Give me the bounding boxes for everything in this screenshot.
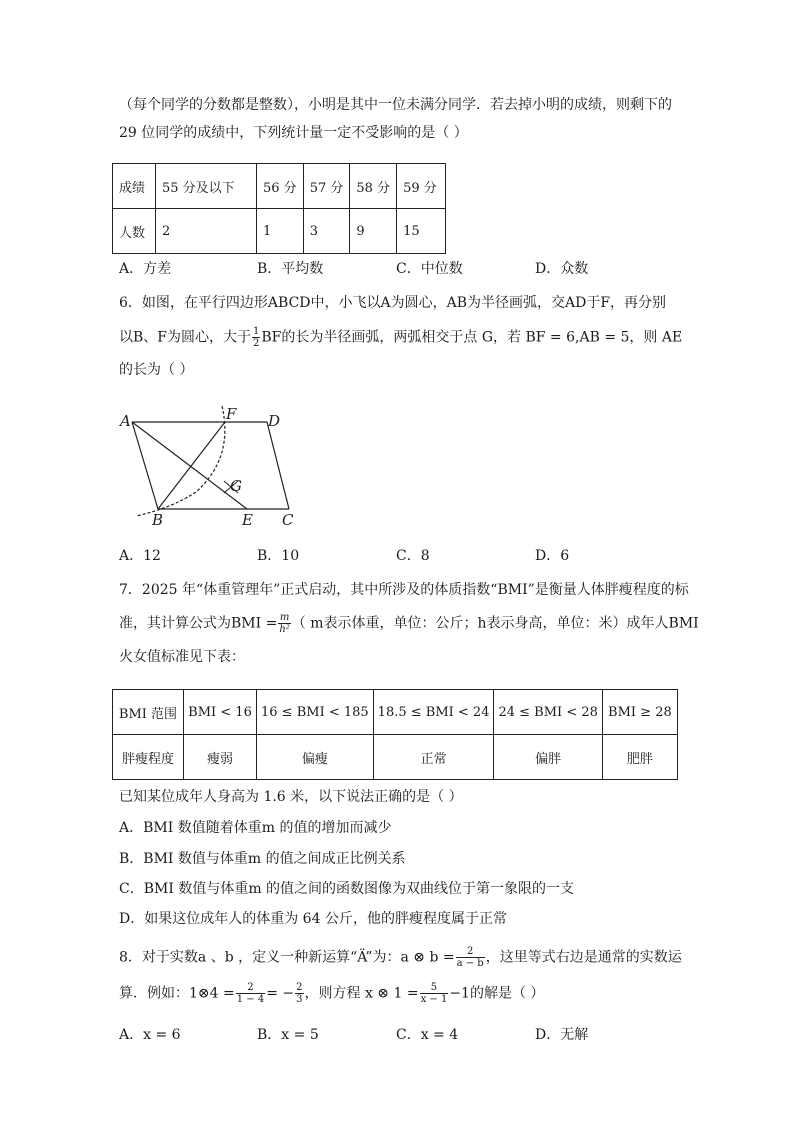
table-cell: 人数 xyxy=(113,209,156,254)
q8-example-fraction xyxy=(236,982,265,1005)
fraction-denominator: 1 − 4 xyxy=(236,994,265,1005)
table-cell: 偏瘦 xyxy=(257,735,374,780)
fraction-denominator: 3 xyxy=(296,994,303,1005)
label-b: B xyxy=(152,511,164,529)
label-f: F xyxy=(226,405,237,423)
q7-line-2-post: （ m表示体重，单位：公斤；h表示身高，单位：米）成年人BMI xyxy=(291,615,699,632)
q5-option-a[interactable]: A．方差 xyxy=(119,261,172,277)
q7-option-c[interactable]: C．BMI 数值与体重m 的值之间的函数图像为双曲线位于第一象限的一支 xyxy=(119,881,575,897)
table-cell: 15 xyxy=(397,209,446,254)
table-cell: BMI 范围 xyxy=(113,690,184,735)
q6-line-2 xyxy=(119,326,682,349)
q7-line-2 xyxy=(119,612,699,635)
label-c: C xyxy=(282,511,294,529)
q6-line-2-post: BF的长为半径画弧，两弧相交于点 G，若 BF = 6,AB = 5，则 AE xyxy=(261,329,683,346)
fraction-numerator: 2 xyxy=(296,982,303,993)
table-cell: 偏胖 xyxy=(494,735,602,780)
fraction-denominator: a − b xyxy=(456,958,484,969)
q5-line-2: 29 位同学的成绩中，下列统计量一定不受影响的是（ ） xyxy=(119,125,468,141)
q8-line-1-pre: 8．对于实数a 、b ，定义一种新运算“Ä”为：a ⊗ b = xyxy=(119,949,455,966)
table-cell: 9 xyxy=(350,209,397,254)
segment-bf xyxy=(158,422,225,509)
table-cell: 肥胖 xyxy=(602,735,677,780)
table-cell: 24 ≤ BMI < 28 xyxy=(494,690,602,735)
q6-line-2-pre: 以B、F为圆心，大于 xyxy=(119,329,252,346)
fraction-numerator: 1 xyxy=(253,326,260,337)
table-cell: 55 分及以下 xyxy=(156,164,257,209)
table-cell: 56 分 xyxy=(257,164,304,209)
table-cell: 正常 xyxy=(373,735,494,780)
fraction-numerator: 2 xyxy=(236,982,265,994)
table-row xyxy=(113,690,678,735)
q8-option-a[interactable]: A．x = 6 xyxy=(119,1027,181,1043)
q8-option-c[interactable]: C．x = 4 xyxy=(396,1027,459,1043)
q8-line-2-c: ，则方程 x ⊗ 1 = xyxy=(304,985,419,1002)
q8-line-1-post: ，这里等式右边是通常的实数运 xyxy=(485,949,682,966)
q5-options xyxy=(119,259,679,279)
q6-option-b[interactable]: B．10 xyxy=(257,548,300,564)
table-cell: 成绩 xyxy=(113,164,156,209)
table-cell: 57 分 xyxy=(303,164,350,209)
parallelogram-figure xyxy=(112,398,312,530)
q8-line-2 xyxy=(119,982,544,1005)
table-row xyxy=(113,164,446,209)
table-cell: 1 xyxy=(257,209,304,254)
q6-options xyxy=(119,546,679,566)
q5-line-1: （每个同学的分数都是整数），小明是其中一位未满分同学．若去掉小明的成绩，则剩下的 xyxy=(119,97,672,113)
table-cell: 18.5 ≤ BMI < 24 xyxy=(373,690,494,735)
table-cell: 3 xyxy=(303,209,350,254)
bmi-table xyxy=(112,689,678,780)
fraction-denominator: x − 1 xyxy=(420,994,448,1005)
table-cell: 瘦弱 xyxy=(184,735,257,780)
q7-line-1: 7．2025 年“体重管理年”正式启动，其中所涉及的体质指数“BMI”是衡量人体胖瘦程度的标 xyxy=(119,582,689,598)
q5-option-b[interactable]: B．平均数 xyxy=(257,261,324,277)
q7-option-d[interactable]: D．如果这位成年人的体重为 64 公斤，他的胖瘦程度属于正常 xyxy=(119,911,507,927)
fraction-numerator: 5 xyxy=(420,982,449,994)
table-cell: 16 ≤ BMI < 185 xyxy=(257,690,374,735)
q8-option-d[interactable]: D．无解 xyxy=(535,1027,589,1043)
q6-line-3: 的长为（ ） xyxy=(119,362,194,378)
table-cell: 59 分 xyxy=(397,164,446,209)
q8-equation-fraction xyxy=(420,982,449,1005)
q8-result-fraction xyxy=(295,982,303,1005)
q8-options xyxy=(119,1025,679,1045)
q7-option-b[interactable]: B．BMI 数值与体重m 的值之间成正比例关系 xyxy=(119,851,406,867)
q8-option-b[interactable]: B．x = 5 xyxy=(257,1027,319,1043)
fraction-denominator: 2 xyxy=(253,338,260,349)
q6-option-d[interactable]: D．6 xyxy=(535,548,570,564)
side-ab xyxy=(132,422,158,509)
table-row xyxy=(113,735,678,780)
q8-definition-fraction xyxy=(456,946,485,969)
label-e: E xyxy=(242,511,253,529)
q7-line-2-pre: 准，其计算公式为BMI = xyxy=(119,615,278,632)
q5-option-d[interactable]: D．众数 xyxy=(535,261,589,277)
q7-line-3: 火女值标准见下表： xyxy=(119,649,245,665)
label-g: G xyxy=(230,477,242,495)
label-a: A xyxy=(120,412,131,430)
side-dc xyxy=(267,422,289,509)
fraction-denominator: h² xyxy=(279,624,290,635)
table-cell: BMI ≥ 28 xyxy=(602,690,677,735)
table-cell: 2 xyxy=(156,209,257,254)
q6-option-a[interactable]: A．12 xyxy=(119,548,161,564)
fraction-numerator: 2 xyxy=(456,946,485,958)
table-cell: BMI < 16 xyxy=(184,690,257,735)
fraction-numerator: m xyxy=(279,612,290,623)
q8-line-2-d: −1的解是（ ） xyxy=(449,985,545,1002)
table-row xyxy=(113,209,446,254)
q5-option-c[interactable]: C．中位数 xyxy=(396,261,463,277)
q7-option-a[interactable]: A．BMI 数值随着体重m 的值的增加而减少 xyxy=(119,820,392,836)
q8-line-1 xyxy=(119,946,682,969)
table-cell: 58 分 xyxy=(350,164,397,209)
q8-line-2-b: = − xyxy=(266,985,295,1002)
q6-line-1: 6．如图，在平行四边形ABCD中，小飞以A为圆心，AB为半径画弧，交AD于F，再分别 xyxy=(119,295,667,311)
bmi-fraction xyxy=(278,612,290,635)
q7-stem: 已知某位成年人身高为 1.6 米，以下说法正确的是（ ） xyxy=(119,789,463,805)
q8-line-2-a: 算．例如：1⊗4 = xyxy=(119,985,235,1002)
label-d: D xyxy=(268,412,281,430)
q6-fraction xyxy=(252,326,260,349)
q6-option-c[interactable]: C．8 xyxy=(396,548,430,564)
q5-score-table xyxy=(112,163,446,254)
table-cell: 胖瘦程度 xyxy=(113,735,184,780)
